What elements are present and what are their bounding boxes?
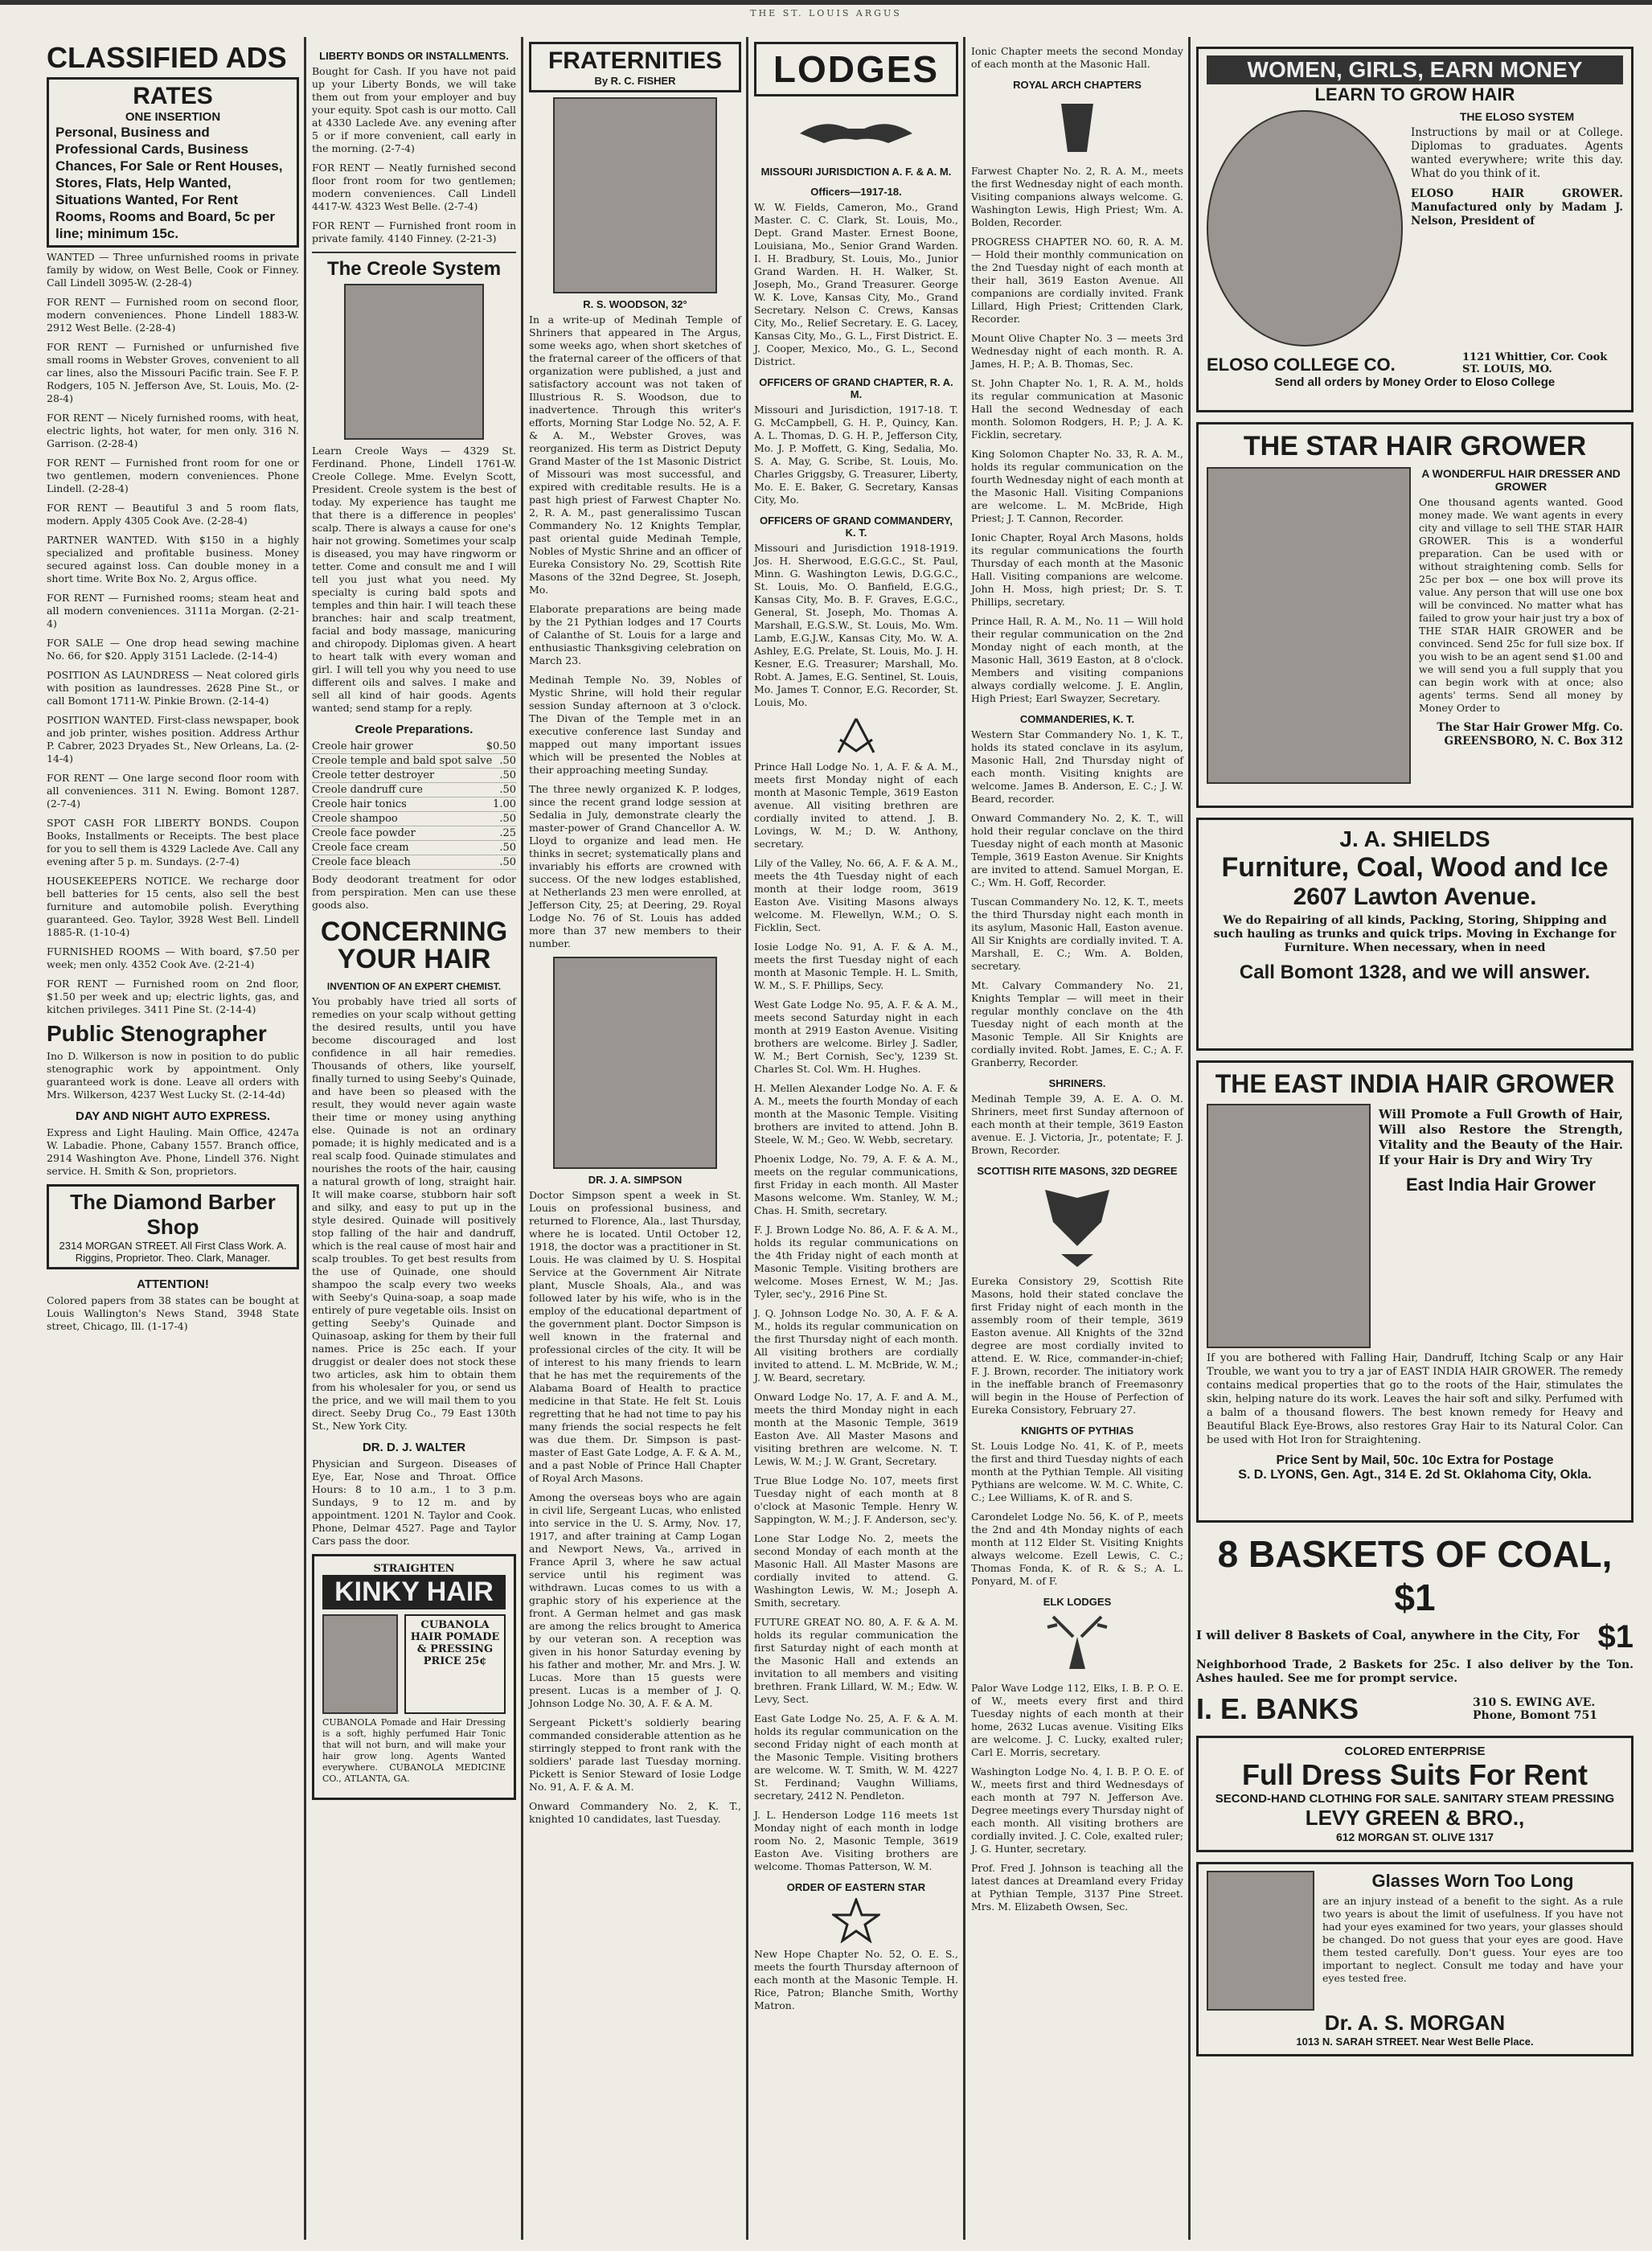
eloso-address: 1121 Whittier, Cor. Cook ST. LOUIS, MO. (1462, 351, 1608, 375)
lodge-notice: Prince Hall Lodge No. 1, A. F. & A. M., meets first Monday night of each month at Masonic Temple, 3619 Easton avenue. All visiting brethren are cordially invited to attend. J. B. Lovings, W. M.; D. W. Anthony, secretary. (754, 761, 958, 850)
divider (312, 252, 516, 253)
product-name: Creole dandruff cure (312, 784, 423, 796)
classified-ad: FOR RENT — One large second floor room with all conveniences. 311 N. Ewing. Bomont 1287. (2-7-4) (47, 772, 299, 810)
officers-text: W. W. Fields, Cameron, Mo., Grand Master. C. C. Clark, St. Louis, Mo., Dept. Grand Master. Ernest Boone, Louisiana, Mo., Senior Grand Warden. I. H. Bradbury, St. Louis, Mo., Junior Grand Warden. H. H. Walker, St. Joseph, Mo., Grand Treasurer. George W. K. Love, Kansas City, Mo., Grand Secretary. Nelson C. Crews, Kansas City, Mo., Relief Secretary. E. G. Lacey, Kansas City, Mo., G. L., First District. E. J. Cooper, Mexico, Mo., G. L., Second District. (754, 201, 958, 367)
classified-ad: FOR RENT — Furnished front room for one or two gentlemen, modern conveniences. Phone Lindell. (2-28-4) (47, 457, 299, 494)
scottish-rite-title: SCOTTISH RITE MASONS, 32D DEGREE (977, 1165, 1178, 1177)
glasses-name: Dr. A. S. MORGAN (1324, 2011, 1506, 2035)
walter-text: Physician and Surgeon. Diseases of Eye, Ear, Nose and Throat. Office Hours: 8 to 10 a.m., 1 to 3 p.m. Sundays, 9 to 12 m. and by appointment. 1201 N. Taylor and Cook. Phone, Delmar 4527. Page and Taylor Cars pass the door. (312, 1458, 516, 1547)
ads-column (1190, 37, 1640, 2240)
coal-ad (1196, 1532, 1634, 1726)
fraternities-column (523, 37, 748, 2240)
coal-title: 8 BASKETS OF COAL, $1 (1217, 1533, 1613, 1618)
product-price: .50 (499, 784, 516, 796)
shields-ad (1196, 818, 1634, 1051)
classified-ad: FOR RENT — Furnished or unfurnished five small rooms in Webster Groves, convenient to all car lines, also the Missouri Pacific train. See F. P. Rodgers, 105 N. Jefferson Ave, St. Louis, Mo. (2-28-4) (47, 341, 299, 404)
lodge-notice: West Gate Lodge No. 95, A. F. & A. M., meets second Saturday night in each month at 2919 Easton Avenue. Visiting brothers are welcome. Birley J. Sadler, W. M.; Bert Cornish, Sec'y, 1239 St. Charles St. Col. Wm. H. Hughes. (754, 998, 958, 1075)
lodge-notice: J. L. Henderson Lodge 116 meets 1st Monday night of each month in lodge room No. 2, Masonic Temple, 3619 Easton Ave. Visiting brothers are welcome. Thomas Patterson, W. M. (754, 1809, 958, 1872)
lodge-notice: Lily of the Valley, No. 66, A. F. & A. M., meets the 4th Tuesday night of each month at their lodge room, 3619 Easton Ave. Visiting Masons always welcome. M. Flewellyn, W.M.; O. S. Ficklin, Sect. (754, 857, 958, 933)
product-name: Creole face cream (312, 842, 409, 854)
price-row (312, 812, 516, 826)
shields-name: J. A. SHIELDS (1339, 826, 1490, 851)
lodge-notice: True Blue Lodge No. 107, meets first Tuesday night of each month at 8 o'clock at Masonic Temple. Henry W. Sappington, W. M.; J. F. Anderson, sec'y. (754, 1474, 958, 1525)
lodge-notice: Iosie Lodge No. 91, A. F. & A. M., meets the first Tuesday night of each month at Masonic Temple. H. L. Smith, W. M., S. F. Phillips, Secy. (754, 941, 958, 991)
kinky-title: KINKY HAIR (322, 1575, 506, 1609)
preparations-title: Creole Preparations. (355, 723, 473, 736)
lodge-notice: FUTURE GREAT NO. 80, A. F. & A. M. holds its regular communication the first Saturday night of each month at the Masonic Hall and extends an invitation to all members and visiting brethren. Frank Lillard, W. M.; Edw. W. Levy, Sect. (754, 1616, 958, 1705)
price-row (312, 841, 516, 855)
price-row (312, 855, 516, 870)
square-compass-icon (832, 715, 880, 756)
royal-arch-list (971, 165, 1183, 705)
simpson-caption: DR. J. A. SIMPSON (588, 1174, 683, 1186)
creole-text: Learn Creole Ways — 4329 St. Ferdinand. Phone, Lindell 1761-W. Creole College. Mme. Evelyn Scott, President. Creole system is the best of today. My experience has taught me that there is a difference in peoples' scalp. There is always a cause for one's hair not growing. Sometimes your scalp is diseased, you may have ringworm or tetter. Come and consult me and I will tell you just what you need. My specialty is curing bald spots and temples and thin hair. I will teach these branches: hair and scalp treatment, facial and body massage, manicuring and chiropody. Diplomas given. A heart to heart talk with every woman and girl. I will tell you why you need to use different oils and salves. I make and sell all kind of hair goods. Agents wanted; send stamp for a reply. (312, 445, 516, 714)
price-row (312, 783, 516, 797)
woodson-photo (553, 97, 717, 293)
barber-title: The Diamond Barber Shop (70, 1190, 276, 1239)
eloso-portrait (1207, 110, 1403, 346)
product-name: Creole shampoo (312, 813, 398, 825)
fraternities-header (529, 42, 741, 92)
price-list (312, 740, 516, 870)
lodge-list (754, 761, 958, 1873)
attention-title: ATTENTION! (137, 1277, 209, 1291)
fraternities-title: FRATERNITIES (547, 47, 723, 74)
kinky-text: CUBANOLA Pomade and Hair Dressing is a soft, highly perfumed Hair Tonic that will not burn, and will make your hair grow long. Agents Wanted everywhere. CUBANOLA MEDICINE CO., ATLANTA, GA. (322, 1717, 506, 1784)
portrait-photo (344, 284, 484, 440)
express-title: DAY AND NIGHT AUTO EXPRESS. (76, 1109, 270, 1123)
fraternities-byline: By R. C. FISHER (594, 75, 676, 87)
shields-line: Furniture, Coal, Wood and Ice (1221, 852, 1609, 883)
handshake-icon (792, 101, 920, 158)
express-text: Express and Light Hauling. Main Office, 4247a W. Labadie. Phone, Cabany 1557. Branch office, 2914 Washington Ave. Phone, Lindell 376. Night service. H. Smith & Son, proprietors. (47, 1126, 299, 1177)
glasses-text: are an injury instead of a benefit to the sight. As a rule two years is about the limit of usefulness. If you have not had your eyes examined for two years, your glasses should be changed. Do not guess that your eyes are good. Have them tested carefully. Don't guess. Your eyes are too important to neglect. Consult me today and have your eyes tested free. (1322, 1895, 1623, 1984)
lodge-notice: Lone Star Lodge No. 2, meets the second Monday of each month at the Masonic Hall. All Master Masons are cordially invited to attend. G. Washington Lewis, W. M.; Joseph A. Smith, secretary. (754, 1532, 958, 1609)
east-agent: S. D. LYONS, Gen. Agt., 314 E. 2d St. Oklahoma City, Okla. (1238, 1468, 1592, 1482)
pythias-list (971, 1440, 1183, 1588)
walter-title: DR. D. J. WALTER (362, 1441, 466, 1454)
classified-ad: FOR RENT — Beautiful 3 and 5 room flats, modern. Apply 4305 Cook Ave. (2-28-4) (47, 502, 299, 527)
grand-chapter-title: OFFICERS OF GRAND CHAPTER, R. A. M. (759, 376, 953, 400)
product-price: $0.50 (486, 740, 516, 752)
rates-subtitle: ONE INSERTION (125, 110, 221, 124)
glasses-address: 1013 N. SARAH STREET. Near West Belle Place. (1296, 2036, 1534, 2048)
concern-text: You probably have tried all sorts of remedies on your scalp without getting the desired results, until you have become discouraged and lost confidence in all hair remedies. Thousands of others, like yourself, finally turned to using Seeby's Quinade, and have been so pleased with the result, they would never again waste their time or money using anything else. Quinade is not an ordinary pomade; it is highly medicated and is a real scalp food. Quinade stimulates and nourishes the roots of the hair, causing a natural growth of long, straight hair. It will make coarse, stubborn hair soft and silky, and easy to put up in the style desired. Quinade will positively stop falling of the hair and dandruff, which is the real cause of most hair and scalp troubles. To get best results from the use of Quinade, one should shampoo the scalp every two weeks with Seeby's Quina-soap, a soap made entirely of pure vegetable oils. Insist on getting Seeby's Quinade and Quinasoap, asking for them by their full names. Price is 25c each. If your druggist or dealer does not stock these two articles, ask him to obtain them from his wholesaler for you, or send us the price, and we will mail them to you direct. Seeby Drug Co., 79 East 130th St., New York City. (312, 995, 516, 1432)
eloso-system: THE ELOSO SYSTEM (1459, 110, 1575, 123)
classified-ad: POSITION WANTED. First-class newspaper, book and job printer, wishes position. Address Arthur P. Cabrer, 2023 Dryades St., New Orleans, La. (2-14-4) (47, 714, 299, 765)
elk-list (971, 1682, 1183, 1855)
lodge-notice: Phoenix Lodge, No. 79, A. F. & A. M., meets on the regular communications, first Friday in each month. All Master Masons welcome. Wm. Stanley, W. M.; Chas. H. Smith, secretary. (754, 1153, 958, 1216)
east-price: Price Sent by Mail, 50c. 10c Extra for Postage (1276, 1454, 1554, 1467)
star-icon (832, 1898, 880, 1943)
classified-ad: SPOT CASH FOR LIBERTY BONDS. Coupon Books, Installments or Receipts. The best place for you to sell them is 4329 Laclede Ave. Call any evening after 5 p. m. Sundays. (2-7-4) (47, 817, 299, 867)
steno-text: Ino D. Wilkerson is now in position to do public stenographic work by appointment. Only guaranteed work is done. Leave all orders with Mrs. Wilkerson, 4237 West Lucky St. (2-14-4d) (47, 1050, 299, 1101)
grand-commandery-text: Missouri and Jurisdiction 1918-1919. Jos. H. Sherwood, E.G.G.C., St. Paul, Minn. G. Washington Lewis, D.G.G.C., St. Louis, Mo. O. Banfield, E.G.G., Kansas City, Mo. B. F. Graves, E.G.C., General, St. Joseph, Mo. Thomas A. Marshall, E.G.S.W., St. Louis, Mo. Wm. Lamb, E.G.J.W., Kansas City, Mo. W. A. Ashley, E.G. Prelate, St. Louis, Mo. J. H. Kesner, E.G. Treasurer; Marshall, Mo. Robt. A. James, E.G. Sentinel, St. Louis, Mo. James T. Connor, E.G. Recorder, St. Louis, Mo. (754, 542, 958, 708)
morgan-portrait (1207, 1871, 1314, 2011)
barber-box (47, 1184, 299, 1269)
levy-address: 612 MORGAN ST. OLIVE 1317 (1335, 1831, 1494, 1843)
intro-text: Ionic Chapter meets the second Monday of each month at the Masonic Hall. (971, 45, 1183, 70)
keystone-icon (1053, 96, 1101, 160)
east-subtitle: Will Promote a Full Growth of Hair, Will also Restore the Strength, Vitality and the Beauty of the Hair. If your Hair is Dry and Wiry Try (1379, 1107, 1623, 1167)
levy-name: LEVY GREEN & BRO., (1305, 1806, 1525, 1830)
classified-ad: FURNISHED ROOMS — With board, $7.50 per week; men only. 4352 Cook Ave. (2-21-4) (47, 945, 299, 970)
eastern-star-text: New Hope Chapter No. 52, O. E. S., meets the fourth Thursday afternoon of each month at the Masonic Temple. H. Rice, Patron; Blanche Smith, Worthy Matron. (754, 1948, 958, 2011)
rent-ad: FOR RENT — Neatly furnished second floor front room for two gentlemen; modern conveniences. Call Lindell 4417-W. 4323 West Belle. (2-7-4) (312, 162, 516, 212)
glasses-title: Glasses Worn Too Long (1371, 1871, 1574, 1891)
shriners-title: SHRINERS. (1048, 1077, 1106, 1089)
product-name: Creole hair grower (312, 740, 413, 752)
product-name: Creole tetter destroyer (312, 769, 435, 781)
fraternities-text: Elaborate preparations are being made by the 21 Pythian lodges and 17 Courts of Calanthe of St. Louis for a large and enthusiastic Thanksgiving celebration on March 23. (529, 603, 741, 666)
chapter-notice: Ionic Chapter, Royal Arch Masons, holds its regular communications the fourth Thursday of each month at the Masonic Hall. Visiting companions are welcome. John H. Moss, high priest; Dr. S. T. Phillips, secretary. (971, 531, 1183, 608)
elk-notice: Palor Wave Lodge 112, Elks, I. B. P. O. E. of W., meets every first and third Tuesday nights of each month at their home, 2632 Lucas avenue. Visiting Elks are welcome. J. C. Lucky, exalted ruler; Carl E. Morris, secretary. (971, 1682, 1183, 1758)
classified-column (40, 37, 305, 2240)
coal-address: 310 S. EWING AVE. Phone, Bomont 751 (1473, 1696, 1597, 1722)
steno-title: Public Stenographer (47, 1021, 267, 1046)
pythias-title: KNIGHTS OF PYTHIAS (1020, 1425, 1134, 1437)
classified-ad: FOR RENT — Furnished room on 2nd floor, $1.50 per week and up; electric lights, gas, and kitchen privileges. 3411 Pine St. (2-14-4) (47, 978, 299, 1015)
coal-text-2: Neighborhood Trade, 2 Baskets for 25c. I also deliver by the Ton. Ashes hauled. See me for prompt service. (1196, 1659, 1634, 1685)
attention-text: Colored papers from 38 states can be bought at Louis Wallington's News Stand, 3948 State street, Chicago, Ill. (1-17-4) (47, 1294, 299, 1332)
elk-notice: Washington Lodge No. 4, I. B. P. O. E. of W., meets first and third Wednesdays of each month at 797 N. Jefferson Ave. Degree meetings every Thursday night of each month. All visiting brothers are cordially invited. J. C. Cole, exalted ruler; J. G. Hunter, secretary. (971, 1765, 1183, 1855)
rates-text: Personal, Business and Professional Cards, Business Chances, For Sale or Rent Houses, Stores, Flats, Help Wanted, Situations Wanted, For Rent Rooms, Rooms and Board, 5c per line; minimum 15c. (55, 125, 283, 241)
classified-title: CLASSIFIED ADS (47, 41, 287, 74)
price-row (312, 826, 516, 841)
classified-ad: FOR RENT — Nicely furnished rooms, with heat, electric lights, hot water, for men only. 316 N. Garrison. (2-28-4) (47, 412, 299, 449)
chapter-notice: Farwest Chapter No. 2, R. A. M., meets the first Wednesday night of each month. Visiting companions always welcome. G. Washington Lewis, High Priest; Wm. A. Bolden, Recorder. (971, 165, 1183, 228)
officers-title: Officers—1917-18. (810, 186, 902, 198)
kinky-price: PRICE 25¢ (423, 1655, 487, 1667)
east-name: East India Hair Grower (1406, 1175, 1596, 1195)
classified-ad: PARTNER WANTED. With $150 in a highly specialized and profitable business. Money secured against loss. Can double money in a short time. Write Box No. 2, Argus office. (47, 534, 299, 584)
closing-text: Prof. Fred J. Johnson is teaching all the latest dances at Dreamland every Friday at Pythian Temple, 3137 Pine Street. Mrs. M. Elizabeth Owsen, Sec. (971, 1862, 1183, 1913)
east-text: If you are bothered with Falling Hair, Dandruff, Itching Scalp or any Hair Trouble, we want you to try a jar of EAST INDIA HAIR GROWER. The remedy contains medical properties that go to the roots of the Hair, stimulates the skin, helping nature do its work. Leaves the hair soft and silky. Perfumed with a balm of a thousand flowers. The best known remedy for Heavy and Beautiful Black Eye-Brows, also restores Gray Hair to its Natural Color. Can be used with Hot Iron for Straightening. (1207, 1352, 1623, 1446)
coal-text: I will deliver 8 Baskets of Coal, anywhere in the City, For (1196, 1628, 1580, 1642)
grand-chapter-text: Missouri and Jurisdiction, 1917-18. T. G. McCampbell, G. H. P., Quincy, Kan. A. L. Thomas, D. G. H. P., Jefferson City, Mo. J. P. Moffett, G. King, Sedalia, Mo. S. A. May, G. Scribe, St. Louis, Mo. Charles Griggsby, G. Treasurer, Liberty, Mo. E. E. Baker, G. Secretary, Kansas City, Mo. (754, 404, 958, 506)
barber-text: 2314 MORGAN STREET. All First Class Work. A. Riggins, Proprietor. Theo. Clark, Manager. (59, 1240, 287, 1264)
east-india-illustration (1207, 1104, 1371, 1348)
concern-title: CONCERNING YOUR HAIR (320, 916, 508, 974)
shields-call: Call Bomont 1328, and we will answer. (1239, 961, 1591, 983)
woodson-caption: R. S. WOODSON, 32° (583, 298, 687, 310)
chapter-notice: King Solomon Chapter No. 33, R. A. M., holds its regular communication on the fourth Wednesday night of each month at the Masonic Hall. Visiting Companions are welcome. L. M. McBride, High Priest; J. T. Cannon, Recorder. (971, 448, 1183, 524)
levy-title: Full Dress Suits For Rent (1241, 1758, 1588, 1791)
classified-ad: FOR SALE — One drop head sewing machine No. 66, for $20. Apply 3151 Laclede. (2-14-4) (47, 637, 299, 662)
product-name: Creole face bleach (312, 856, 411, 868)
product-price: .50 (499, 755, 516, 767)
star-hair-illustration (1207, 467, 1411, 784)
creole-column (305, 37, 523, 2240)
product-price: .25 (499, 827, 516, 839)
east-title: THE EAST INDIA HAIR GROWER (1215, 1069, 1615, 1098)
simpson-photo (553, 957, 717, 1169)
price-row (312, 754, 516, 769)
royal-arch-title: ROYAL ARCH CHAPTERS (1013, 79, 1142, 91)
classified-ad: POSITION AS LAUNDRESS — Neat colored girls with position as laundresses. 2628 Pine St., or call Bomont 1711-W. Pinkie Brown. (2-14-4) (47, 669, 299, 707)
levy-top: COLORED ENTERPRISE (1344, 1745, 1486, 1758)
product-name: Creole hair tonics (312, 798, 407, 810)
jurisdiction-title: MISSOURI JURISDICTION A. F. & A. M. (760, 166, 952, 178)
commandery-notice: Western Star Commandery No. 1, K. T., holds its stated conclave in its asylum, Masonic Hall, 2nd Thursday night of each month. Visiting knights are welcome. James B. Anderson, E. C.; J. W. Beard, recorder. (971, 728, 1183, 805)
chapter-notice: Mount Olive Chapter No. 3 — meets 3rd Wednesday night of each month. R. A. James, H. P.; A. B. Thomas, Sec. (971, 332, 1183, 370)
grand-commandery-title: OFFICERS OF GRAND COMMANDERY, K. T. (759, 515, 953, 539)
scottish-rite-text: Eureka Consistory 29, Scottish Rite Masons, hold their stated conclave the first Friday night of each month in the assembly room of their temple, 3619 Easton avenue. All Knights of the 32nd degree are most cordially invited to attend. E. W. Rice, commander-in-chief; F. J. Brown, recorder. The initiatory work in the ineffable branch of Freemasonry will begin in the House of Perfection of Eureka Consistory, February 27. (971, 1275, 1183, 1416)
product-price: .50 (499, 856, 516, 868)
eloso-headline: WOMEN, GIRLS, EARN MONEY (1207, 55, 1623, 84)
east-india-ad (1196, 1060, 1634, 1523)
morgan-ad (1196, 1862, 1634, 2056)
woman-illustration (322, 1614, 398, 1714)
star-text: One thousand agents wanted. Good money made. We want agents in every city and village to sell THE STAR HAIR GROWER. This is a wonderful preparation. Can be used with or without straightening comb. Sells for 25c per box — one box will prove its value. Any person that will use one box will be convinced. No matter what has failed to grow your hair just try a box of THE STAR HAIR GROWER and be convinced. Send 25c for full size box. If you wish to be an agent send $1.00 and we will send you a full supply that you can begin work with at once; also agents' terms. Send all money by Money Order to (1419, 496, 1623, 714)
lodges-column (748, 37, 965, 2240)
chapters-column (965, 37, 1190, 2240)
kinky-hair-ad (312, 1554, 516, 1800)
fraternities-text: Onward Commandery No. 2, K. T., knighted 10 candidates, last Tuesday. (529, 1800, 741, 1825)
eloso-ad (1196, 47, 1634, 412)
levy-green-ad (1196, 1736, 1634, 1852)
eastern-star-title: ORDER OF EASTERN STAR (786, 1881, 926, 1893)
levy-subtitle: SECOND-HAND CLOTHING FOR SALE. SANITARY STEAM PRESSING (1215, 1792, 1615, 1806)
star-title: THE STAR HAIR GROWER (1243, 431, 1587, 461)
commandery-notice: Mt. Calvary Commandery No. 21, Knights Templar — will meet in their regular monthly conclave on the 4th Tuesday night of each month at the Masonic Temple. All Sir Knights are cordially invited. Robt. James, E. C.; A. F. Granberry, Recorder. (971, 979, 1183, 1068)
concern-subtitle: INVENTION OF AN EXPERT CHEMIST. (326, 981, 502, 992)
classified-ads-list (47, 251, 299, 1016)
chapter-notice: PROGRESS CHAPTER NO. 60, R. A. M. — Hold their monthly communication on the 2nd Tuesday night of each month at their hall, 3619 Easton Avenue. All companions are cordially invited. Frank Lillard, High Priest; Crittenden Clark, Recorder. (971, 236, 1183, 325)
price-row (312, 797, 516, 812)
product-name: Creole temple and bald spot salve (312, 755, 493, 767)
price-row (312, 740, 516, 754)
fraternities-text: Doctor Simpson spent a week in St. Louis on professional business, and returned to Florence, Ala., last Thursday, where he is located. Until October 12, 1918, the doctor was a practitioner in St. Louis. He was claimed by U. S. Hospital Service at the Government Air Nitrate plant, Muscle Shoals, Ala., and was followed later by his wife, who is in the employ of the educational department of the government plant. Doctor Simpson is well known in the fraternal and professional circles of the city. It will be of interest to his many friends to learn that he has met the requirements of the Alabama Board of Health to practice medicine in that State. He felt St. Louis regretting that he had not time to pay his many friends the social respects he felt was due them. Dr. Simpson is past-master of East Gate Lodge, A. F. & A. M., and a past Noble of Prince Hall Chapter of Royal Arch Masons. (529, 1189, 741, 1484)
chapter-notice: St. John Chapter No. 1, R. A. M., holds its regular communication at Masonic Hall the second Wednesday of each month. Solomon Rodgers, H. P.; J. A. K. Ficklin, secretary. (971, 377, 1183, 441)
eloso-orders: Send all orders by Money Order to Eloso College (1274, 375, 1556, 389)
elk-head-icon (1041, 1613, 1113, 1677)
classified-ad: FOR RENT — Furnished room on second floor, modern conveniences. Phone Lindell 1883-W. 2912 West Belle. (2-28-4) (47, 296, 299, 334)
eloso-text: Instructions by mail or at College. Diplomas to graduates. Agents wanted everywhere; write this day. What do you think of it. (1411, 126, 1623, 180)
eloso-subhead: LEARN TO GROW HAIR (1314, 84, 1515, 105)
star-hair-ad (1196, 422, 1634, 808)
shields-text: We do Repairing of all kinds, Packing, Storing, Shipping and such hauling as trunks and quick trips. Moving in Exchange for Furniture. When necessary, when in need (1213, 914, 1617, 954)
fraternities-text: The three newly organized K. P. lodges, since the recent grand lodge session at Sedalia in July, demonstrate clearly the master-power of Grand Chancellor A. W. Lloyd to organize and lead men. He thinks in secret; systematically plans and invariably his efforts are crowned with success. Of the new lodges established, at Netherlands 23 men were enrolled, at Jefferson City, 25; at Deering, 29. Royal Lodge No. 76 of St. Louis has added more than 37 new members to their number. (529, 783, 741, 949)
rent-ad: FOR RENT — Furnished front room in private family. 4140 Finney. (2-21-3) (312, 219, 516, 244)
product-name: Creole face powder (312, 827, 416, 839)
rates-title: RATES (133, 83, 213, 109)
coal-price: $1 (1597, 1619, 1634, 1654)
star-company: The Star Hair Grower Mfg. Co. GREENSBORO, N. C. Box 312 (1437, 721, 1623, 748)
elk-title: ELK LODGES (1043, 1596, 1112, 1608)
lodge-notice: East Gate Lodge No. 25, A. F. & A. M. holds its regular communication on the second Friday night of each month at the Masonic Temple. Visiting brothers are welcome. W. T. Smith, W. M. 4227 St. Ferdinand; Vaughn Williams, secretary, 2412 N. Pendleton. (754, 1712, 958, 1802)
product-price: .50 (499, 813, 516, 825)
fraternities-text: Sergeant Pickett's soldierly bearing commanded considerable attention as he stirringly stepped to front rank with the soldiers' parade last Tuesday morning. Pickett is Senior Steward of Iosie Lodge No. 91, A. F. & A. M. (529, 1716, 741, 1793)
preparations-note: Body deodorant treatment for odor from perspiration. Men can use these goods also. (312, 873, 516, 911)
price-row (312, 769, 516, 783)
fraternities-text: Medinah Temple No. 39, Nobles of Mystic Shrine, will hold their regular session Sunday afternoon at 3 o'clock. The Divan of the Temple met in an executive conference last Sunday and mapped out many important issues which will be presented the Nobles at their approaching meeting Sunday. (529, 674, 741, 776)
chapter-notice: Prince Hall, R. A. M., No. 11 — Will hold their regular communication on the 2nd Monday night of each month, at the Masonic Hall, 3619 Easton, at 8 o'clock. Members and visiting companions always cordially welcome. J. E. Anglin, High Priest; Earl Swayzer, Secretary. (971, 615, 1183, 704)
eloso-grower: ELOSO HAIR GROWER. Manufactured only by Madam J. Nelson, President of (1411, 187, 1623, 228)
product-price: .50 (499, 769, 516, 781)
product-price: 1.00 (493, 798, 516, 810)
shields-address: 2607 Lawton Avenue. (1293, 884, 1537, 910)
commandery-notice: Onward Commandery No. 2, K. T., will hold their regular conclave on the third Tuesday night of each month at Masonic Temple, 3619 Easton Avenue. Sir Knights are invited to attend. Samuel Morgan, E. C.; Wm. H. Goff, Recorder. (971, 812, 1183, 888)
bonds-title: LIBERTY BONDS OR INSTALLMENTS. (319, 50, 509, 62)
eloso-college: ELOSO COLLEGE CO. (1207, 355, 1396, 375)
lodge-notice: Onward Lodge No. 17, A. F. and A. M., meets the third Monday night in each month at the Masonic Temple, 3619 Easton Ave. All Master Masons and visiting brethren are welcome. N. T. Lewis, W. M.; J. W. Grant, Secretary. (754, 1391, 958, 1467)
lodge-notice: J. Q. Johnson Lodge No. 30, A. F. & A. M., holds its regular communication on the first Thursday night of each month. All visiting brothers are cordially invited to attend. L. M. McBride, W. M.; J. W. Beard, secretary. (754, 1307, 958, 1384)
classified-ad: HOUSEKEEPERS NOTICE. We recharge door bell batteries for 15 cents, also sell the best furniture and automobile polish. Everything guaranteed. Geo. Taylor, 3928 West Bell. Lindell 1885-R. (1-10-4) (47, 875, 299, 938)
shriners-text: Medinah Temple 39, A. E. A. O. M. Shriners, meet first Sunday afternoon of each month at their temple, 3619 Easton avenue. E. J. Victoria, Jr., potentate; F. J. Brown, Recorder. (971, 1093, 1183, 1156)
pythias-notice: Carondelet Lodge No. 56, K. of P., meets the 2nd and 4th Monday nights of each month at 112 Elder St. Visiting Knights always welcome. Ezell Lewis, C. C.; Thomas Fonda, K. of R. & S.; A. L. Ponyard, M. of F. (971, 1511, 1183, 1587)
rates-box (47, 77, 299, 248)
kinky-top: STRAIGHTEN (373, 1563, 455, 1575)
classified-ad: FOR RENT — Furnished rooms; steam heat and all modern conveniences. 3111a Morgan. (2-21-4) (47, 592, 299, 629)
fraternities-text: In a write-up of Medinah Temple of Shriners that appeared in The Argus, some weeks ago, when short sketches of the fraternal career of the officers of that organization were published, a just and satisfactory account was not taken of Illustrious R. S. Woodson, due to inadvertence. Through this writer's efforts, Morning Star Lodge No. 52, A. F. & A. M., Webster Groves, was reorganized. His term as District Deputy Grand Master of the 1st Masonic District of Missouri was most successful, and expired with creditable results. He is a past high priest of Farwest Chapter No. 2, R. A. M., past generalissimo Tuscan Commandery No. 12 Knights Templar, past oriental guide Medinah Temple, Nobles of Mystic Shrine and an officer of Eureka Consistory No. 29, Scottish Rite Masons of the 32nd Degree, St. Joseph, Mo. (529, 314, 741, 596)
fraternities-text: Among the overseas boys who are again in civil life, Sergeant Lucas, who enlisted into service in the U. S. Army, Nov. 17, 1917, and after training at Camp Logan and Newport News, Va., arrived in France April 3, where he saw actual service until his regiment was withdrawn. Lucas comes to us with a graphic story of his experience at the front. A German helmet and gas mask are among the relics brought to America by our veteran son. A reception was given in his honor Saturday evening by his father and mother, Mr. and Mrs. J. W. Lucas. More than 15 guests were present. Lucas is a member of J. Q. Johnson Lodge No. 30, A. F. & A. M. (529, 1491, 741, 1709)
commanderies-list (971, 728, 1183, 1069)
double-eagle-icon (1029, 1182, 1125, 1270)
product-price: .50 (499, 842, 516, 854)
kinky-brand: CUBANOLA HAIR POMADE & PRESSING (410, 1619, 500, 1655)
classified-ad: WANTED — Three unfurnished rooms in private family by widow, on West Belle, Cook or Finney. Call Lindell 3095-W. (2-28-4) (47, 251, 299, 289)
masthead: THE ST. LOUIS ARGUS (750, 8, 902, 18)
lodge-notice: F. J. Brown Lodge No. 86, A. F. & A. M., holds its regular communications on the 4th Friday night of each month at Masonic Temple. Visiting brothers are welcome. Moses Ernest, W. M.; Jas. Tyler, sec'y., 2916 Pine St. (754, 1224, 958, 1300)
coal-name: I. E. BANKS (1196, 1692, 1359, 1725)
pythias-notice: St. Louis Lodge No. 41, K. of P., meets the first and third Tuesday nights of each month at the Pythian Temple. All visiting Pythians are welcome. W. M. C. White, C. C.; Lee Williams, K. of R. and S. (971, 1440, 1183, 1503)
lodge-notice: H. Mellen Alexander Lodge No. A. F. & A. M., meets the fourth Monday of each month at the Masonic Temple. Visiting brothers are invited to attend. John B. Steele, W. M.; Geo. W. Webb, secretary. (754, 1082, 958, 1146)
creole-title: The Creole System (326, 258, 502, 280)
commandery-notice: Tuscan Commandery No. 12, K. T., meets the third Thursday night each month in its asylum, Masonic Hall, Easton avenue. All Sir Knights are cordially invited. T. A. Marshall, E. C.; Wm. A. Bolden, secretary. (971, 896, 1183, 972)
bonds-text: Bought for Cash. If you have not paid up your Liberty Bonds, we will take them out from your employer and buy your equity. Spot cash is our motto. Call at 4330 Laclede Ave. any evening after 5 or if more convenient, call early in the morning. (2-7-4) (312, 65, 516, 154)
star-subtitle: A WONDERFUL HAIR DRESSER AND GROWER (1421, 467, 1621, 493)
lodges-title: LODGES (754, 42, 958, 96)
commanderies-title: COMMANDERIES, K. T. (1019, 713, 1135, 725)
